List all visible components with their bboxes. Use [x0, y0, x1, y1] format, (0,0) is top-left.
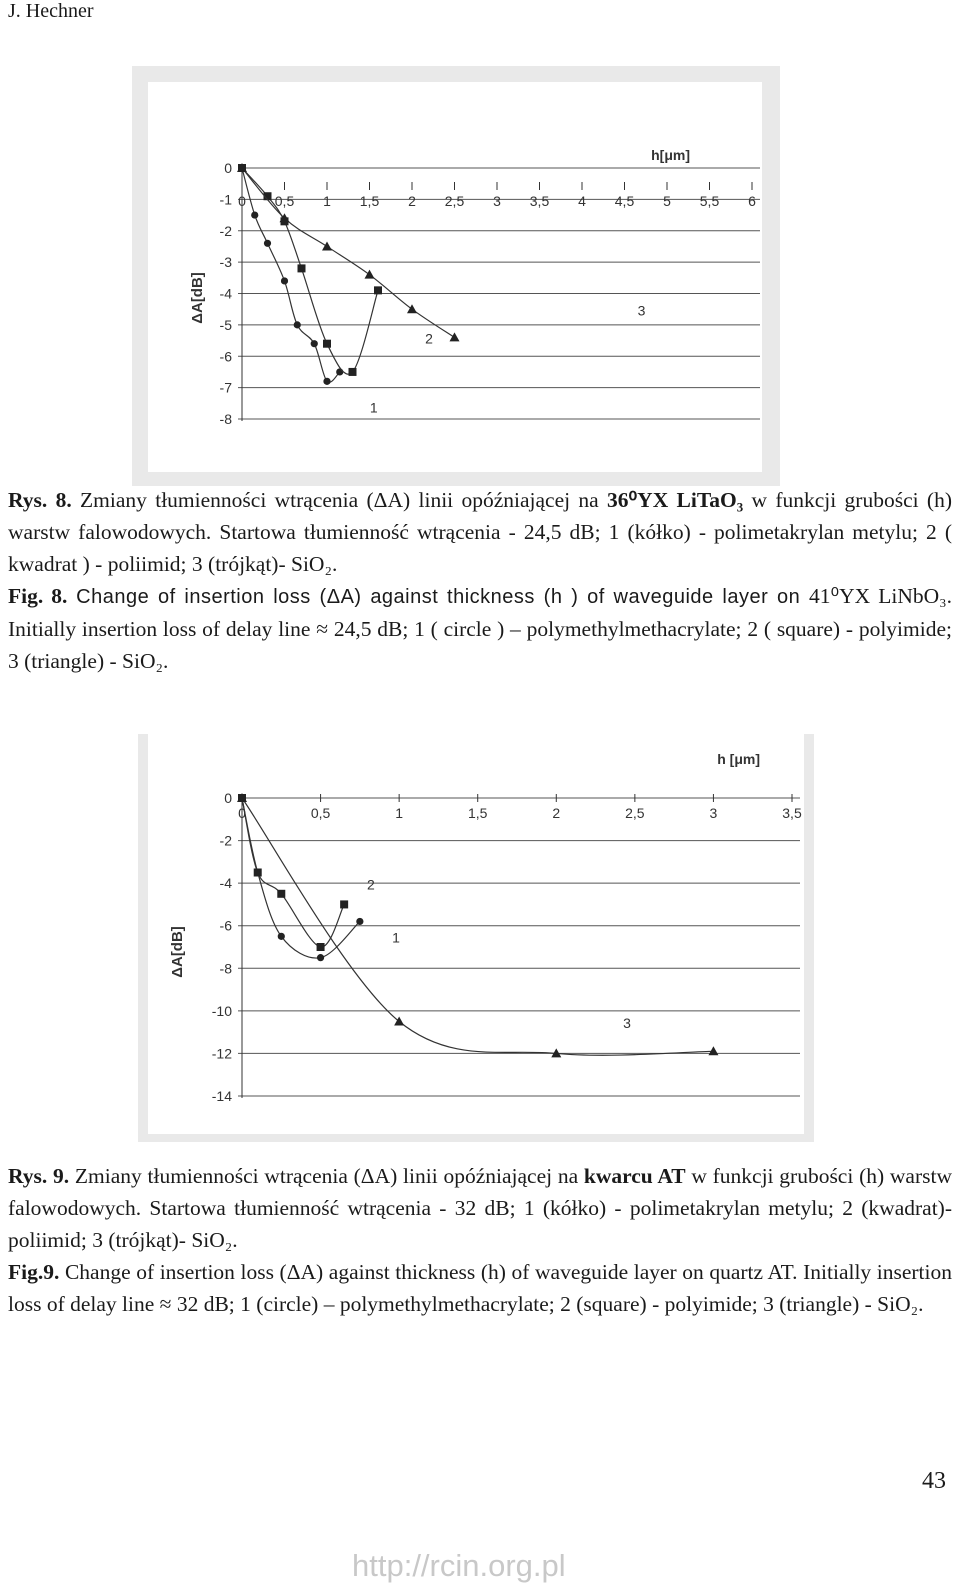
figure-9-caption-en	[8, 1256, 952, 1320]
fig8-x-tick-label: 3,5	[529, 193, 550, 209]
figure-8-caption-pl	[8, 484, 952, 580]
fig8-x-tick-label: 4	[578, 193, 586, 209]
fig8-y-tick-label: -7	[219, 379, 232, 396]
fig8-series-3-label: 3	[637, 302, 646, 319]
fig8-series-3-point	[450, 332, 460, 341]
fig9-y-tick-label: -10	[211, 1002, 232, 1019]
fig9-x-tick-label: 0,5	[310, 805, 331, 821]
figure-8-frame	[132, 66, 780, 486]
fig9-series-2-point	[317, 943, 325, 951]
fig8-y-tick-label: -5	[219, 316, 232, 333]
fig8-y-tick-label: -8	[219, 411, 232, 427]
fig8-y-tick-label: -6	[219, 348, 232, 365]
figure-9-label-pl: Rys. 9.	[8, 1164, 70, 1188]
fig8-x-axis-title: h[μm]	[651, 147, 690, 163]
fig8-x-tick-label: 1	[323, 193, 331, 209]
fig9-x-axis-title: h [μm]	[717, 751, 760, 767]
fig8-series-1-point	[336, 368, 343, 375]
figure-9-caption	[8, 1160, 952, 1320]
page-number: 43	[922, 1468, 946, 1494]
figure-9-caption-en-text-a: Change of insertion loss (ΔA) against thickness (h) of waveguide layer on quartz AT. Initially insertion loss of delay line ≈ 32 dB; 1 (circle) – polymethylmethacrylate; 2 (square) - polyimide; 3 (triangle) - SiO₂.	[8, 1260, 952, 1316]
figure-9-substrate-pl: kwarcu AT	[583, 1164, 686, 1188]
figure-8-caption-en-text-b: 41⁰YX LiNbO₃. Initially insertion loss of delay line ≈ 24,5 dB; 1 ( circle ) – polymethylmethacrylate; 2 ( square) - polyimide; 3 (triangle) - SiO₂.	[8, 584, 953, 673]
figure-8-substrate-pl: 36⁰YX LiTaO₃	[607, 488, 744, 512]
fig9-y-tick-label: -6	[219, 917, 232, 934]
fig9-x-tick-label: 1,5	[467, 805, 488, 821]
figure-9-caption-pl	[8, 1160, 952, 1256]
fig9-y-axis-title: ΔA[dB]	[169, 926, 186, 978]
fig9-series-1-point	[317, 954, 324, 961]
fig9-series-2-point	[340, 900, 348, 908]
fig8-x-tick-label: 2	[408, 193, 416, 209]
fig9-series-3-line	[242, 798, 713, 1055]
running-head: J. Hechner	[8, 0, 94, 22]
fig8-y-tick-label: -4	[219, 285, 232, 302]
figure-8-caption-pl-text-b: w funkcji grubości (h) warstw falowodowych. Startowa tłumienność wtrącenia - 24,5 dB; 1 (kółko) - polimetakrylan metylu; 2 ( kwadrat ) - poliimid; 3 (trójkąt)- SiO₂.	[8, 488, 952, 576]
figure-9-chart-area	[148, 734, 804, 1134]
fig9-series-1-line	[242, 798, 360, 958]
fig8-series-1-point	[294, 321, 301, 328]
fig8-y-tick-label: -2	[219, 222, 232, 239]
fig9-y-tick-label: -12	[211, 1045, 232, 1062]
fig9-x-tick-label: 3	[709, 805, 718, 821]
watermark: http://rcin.org.pl	[352, 1548, 566, 1583]
fig9-series-1-point	[278, 933, 285, 940]
fig8-y-tick-label: 0	[224, 160, 232, 176]
fig8-series-2-label: 2	[425, 330, 433, 347]
fig8-series-2-point	[298, 264, 306, 272]
figure-9-caption-pl-text-a: Zmiany tłumienności wtrącenia (ΔA) linii opóźniającej na	[69, 1164, 584, 1188]
figure-8-caption-pl-text-a: Zmiany tłumienności wtrącenia (ΔA) linii opóźniającej na	[71, 488, 608, 512]
fig8-series-2-point	[349, 368, 357, 376]
fig9-series-2-point	[277, 890, 285, 898]
fig8-series-1-label: 1	[369, 399, 378, 416]
fig8-y-tick-label: -3	[219, 254, 232, 271]
fig8-y-tick-label: -1	[219, 191, 232, 208]
fig8-x-tick-label: 1,5	[359, 193, 380, 209]
figure-8-chart	[148, 82, 762, 472]
fig9-x-tick-label: 3,5	[782, 805, 802, 821]
figure-8-chart-area	[148, 82, 762, 472]
fig9-series-2-label: 2	[366, 876, 375, 893]
fig8-series-1-point	[323, 378, 330, 385]
fig9-x-tick-label: 1	[395, 805, 404, 821]
fig9-x-tick-label: 2	[552, 805, 561, 821]
fig9-series-3-label: 3	[623, 1014, 631, 1031]
fig9-y-tick-label: -8	[219, 960, 232, 977]
fig9-series-1-point	[356, 918, 363, 925]
figure-9-frame	[138, 734, 814, 1142]
figure-8-label-en: Fig. 8.	[8, 584, 68, 608]
figure-9-label-en: Fig.9.	[8, 1260, 60, 1284]
figure-9-chart	[148, 734, 804, 1134]
fig8-y-axis-title: ΔA[dB]	[189, 272, 206, 324]
fig8-series-1-point	[281, 277, 288, 284]
fig9-x-tick-label: 0	[238, 805, 246, 821]
figure-8-caption-en	[8, 580, 952, 677]
fig8-x-tick-label: 5	[663, 193, 671, 209]
fig8-series-3-point	[365, 270, 375, 279]
fig8-series-2-point	[374, 286, 382, 294]
fig8-series-1-point	[264, 240, 271, 247]
figure-8-caption	[8, 484, 952, 677]
fig9-y-tick-label: -4	[219, 875, 232, 892]
fig8-series-1-point	[311, 340, 318, 347]
fig8-x-tick-label: 6	[748, 193, 756, 209]
fig8-series-3-point	[322, 241, 332, 250]
fig9-series-2-point	[254, 869, 262, 877]
fig9-y-tick-label: -2	[219, 832, 232, 849]
fig8-x-tick-label: 0,5	[274, 193, 295, 209]
fig8-x-tick-label: 0	[238, 193, 246, 209]
fig9-series-1-label: 1	[392, 929, 400, 946]
fig8-series-3-point	[407, 304, 417, 313]
figure-8-label-pl: Rys. 8.	[8, 488, 72, 512]
fig8-x-tick-label: 2,5	[444, 193, 465, 209]
figure-8-caption-en-text-a: Change of insertion loss (ΔA) against thickness (h ) of waveguide layer on	[67, 586, 809, 608]
figure-9-caption-pl-text-b: w funkcji grubości (h) warstw falowodowych. Startowa tłumienność wtrącenia - 32 dB; 1 (kółko) - polimetakrylan metylu; 2 (kwadrat)- poliimid; 3 (trójkąt)- SiO₂.	[8, 1164, 952, 1252]
fig8-x-tick-label: 4,5	[614, 193, 635, 209]
fig9-y-tick-label: -14	[211, 1088, 232, 1104]
fig8-series-1-point	[251, 211, 258, 218]
fig8-x-tick-label: 3	[493, 193, 501, 209]
fig8-series-2-point	[323, 340, 331, 348]
fig9-y-tick-label: 0	[224, 790, 232, 806]
fig9-x-tick-label: 2,5	[625, 805, 645, 821]
fig8-x-tick-label: 5,5	[699, 193, 720, 209]
